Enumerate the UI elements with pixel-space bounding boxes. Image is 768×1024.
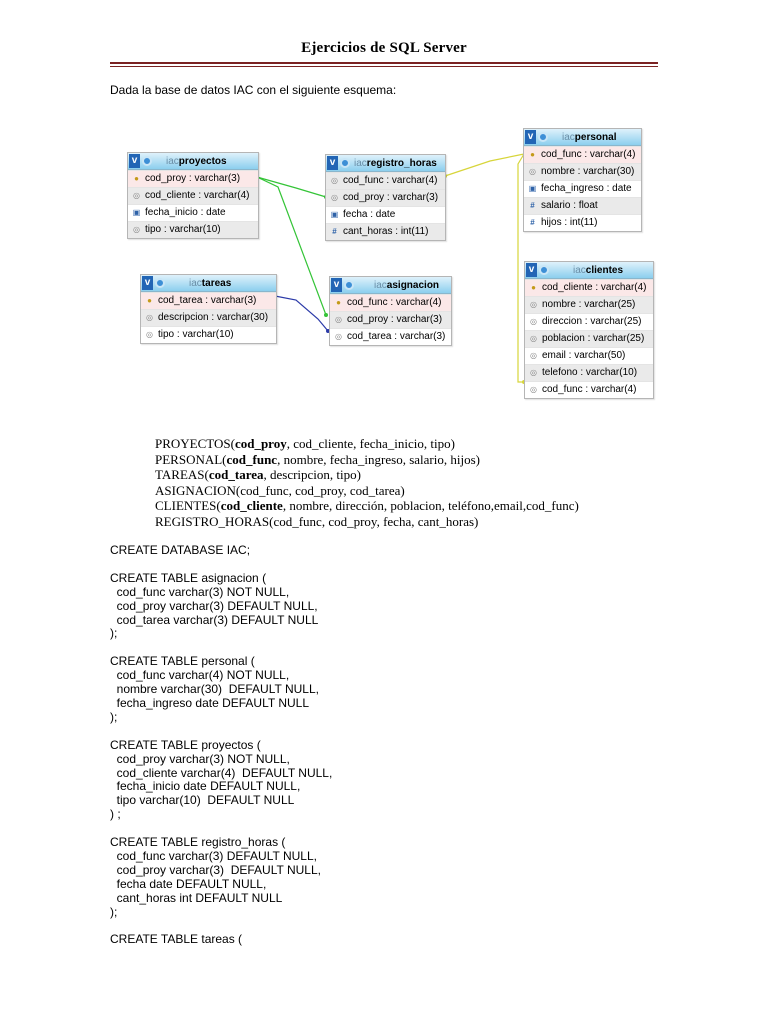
number-icon: # <box>332 227 337 236</box>
gear-icon[interactable] <box>340 158 350 168</box>
schema-label: iac <box>573 264 586 276</box>
key-icon: ● <box>134 174 139 183</box>
column-row[interactable]: ◎ email : varchar(50) <box>525 347 653 364</box>
table-clientes[interactable] <box>524 261 654 399</box>
key-icon: ● <box>531 283 536 292</box>
schema-line: CLIENTES(cod_cliente, nombre, dirección, poblacion, teléfono,email,cod_func) <box>155 498 579 513</box>
string-icon: ◎ <box>529 167 536 176</box>
table-personal[interactable] <box>523 128 642 232</box>
string-icon: ◎ <box>331 193 338 202</box>
schema-label: iac <box>354 157 367 169</box>
schema-label: iac <box>374 279 387 291</box>
table-name: clientes <box>585 264 624 276</box>
column-row[interactable]: ◎ cod_proy : varchar(3) <box>326 189 445 206</box>
string-icon: ◎ <box>530 368 537 377</box>
schema-label: iac <box>562 131 575 143</box>
gear-icon[interactable] <box>142 156 152 166</box>
column-row[interactable]: ◎ nombre : varchar(25) <box>525 296 653 313</box>
intro-text: Dada la base de datos IAC con el siguiente esquema: <box>110 83 397 97</box>
table-registro-horas[interactable] <box>325 154 446 241</box>
key-icon: ● <box>336 298 341 307</box>
gear-icon[interactable] <box>155 278 165 288</box>
page-header: Ejercicios de SQL Server <box>301 40 467 56</box>
column-row[interactable]: ◎ cod_func : varchar(4) <box>525 381 653 398</box>
calendar-icon: ▣ <box>528 184 537 193</box>
table-name: asignacion <box>386 279 440 291</box>
string-icon: ◎ <box>530 385 537 394</box>
relation-dot <box>324 313 328 317</box>
collapse-icon[interactable]: v <box>331 278 342 292</box>
collapse-icon[interactable]: v <box>129 154 140 168</box>
string-icon: ◎ <box>530 334 537 343</box>
table-header[interactable] <box>141 275 276 292</box>
table-header[interactable] <box>525 262 653 279</box>
column-row[interactable]: ◎ direccion : varchar(25) <box>525 313 653 330</box>
column-row[interactable]: ● cod_func : varchar(4) <box>524 146 641 163</box>
string-icon: ◎ <box>146 330 153 339</box>
table-header[interactable] <box>326 155 445 172</box>
table-name: tareas <box>201 277 232 289</box>
string-icon: ◎ <box>133 191 140 200</box>
header-rule-thick <box>110 62 658 64</box>
schema-line: TAREAS(cod_tarea, descripcion, tipo) <box>155 467 361 482</box>
schema-label: iac <box>189 277 202 289</box>
schema-line: PROYECTOS(cod_proy, cod_cliente, fecha_inicio, tipo) <box>155 436 455 451</box>
column-row[interactable]: # cant_horas : int(11) <box>326 223 445 240</box>
column-row[interactable]: ◎ cod_cliente : varchar(4) <box>128 187 258 204</box>
column-row[interactable]: ◎ tipo : varchar(10) <box>141 326 276 343</box>
sql-code-block: CREATE DATABASE IAC; CREATE TABLE asignacion ( cod_func varchar(3) NOT NULL, cod_proy varchar(3) DEFAULT NULL, cod_tarea varchar(3) DEFAULT NULL ); CREATE TABLE personal ( cod_func varchar(4) NOT NULL, nombre varchar(30) DEFAULT NULL, fecha_ingreso date DEFAULT NULL ); CREATE TABLE proyectos ( cod_proy varchar(3) NOT NULL, cod_cliente varchar(4) DEFAULT NULL, fecha_inicio date DEFAULT NULL, tipo varchar(10) DEFAULT NULL ) ; CREATE TABLE registro_horas ( cod_func varchar(3) DEFAULT NULL, cod_proy varchar(3) DEFAULT NULL, fecha date DEFAULT NULL, cant_horas int DEFAULT NULL ); CREATE TABLE tareas ( <box>110 543 333 947</box>
column-row[interactable]: ● cod_cliente : varchar(4) <box>525 279 653 296</box>
string-icon: ◎ <box>530 317 537 326</box>
string-icon: ◎ <box>335 332 342 341</box>
table-header[interactable] <box>330 277 451 294</box>
collapse-icon[interactable]: v <box>142 276 153 290</box>
table-header[interactable] <box>128 153 258 170</box>
number-icon: # <box>530 218 535 227</box>
column-row[interactable]: ● cod_proy : varchar(3) <box>128 170 258 187</box>
string-icon: ◎ <box>133 225 140 234</box>
calendar-icon: ▣ <box>132 208 141 217</box>
gear-icon[interactable] <box>539 265 549 275</box>
column-row[interactable]: # hijos : int(11) <box>524 214 641 231</box>
table-proyectos[interactable] <box>127 152 259 239</box>
column-row[interactable]: ▣ fecha : date <box>326 206 445 223</box>
relation-tareas-asignacion <box>275 296 328 331</box>
schema-line: REGISTRO_HORAS(cod_func, cod_proy, fecha, cant_horas) <box>155 513 479 529</box>
schema-label: iac <box>166 155 179 167</box>
schema-line: ASIGNACION(cod_func, cod_proy, cod_tarea) <box>155 482 405 498</box>
table-name: registro_horas <box>366 157 437 169</box>
table-asignacion[interactable] <box>329 276 452 346</box>
table-tareas[interactable] <box>140 274 277 344</box>
column-row[interactable]: ◎ tipo : varchar(10) <box>128 221 258 238</box>
gear-icon[interactable] <box>344 280 354 290</box>
string-icon: ◎ <box>530 300 537 309</box>
header-rule-thin <box>110 66 658 67</box>
schema-line: PERSONAL(cod_func, nombre, fecha_ingreso, salario, hijos) <box>155 451 480 467</box>
relation-proyectos-registro_horas <box>257 177 326 197</box>
key-icon: ● <box>530 150 535 159</box>
er-diagram <box>120 124 660 404</box>
column-row[interactable]: # salario : float <box>524 197 641 214</box>
string-icon: ◎ <box>335 315 342 324</box>
column-row[interactable]: ▣ fecha_inicio : date <box>128 204 258 221</box>
relation-registro_horas-personal <box>445 154 524 176</box>
column-row[interactable]: ◎ cod_proy : varchar(3) <box>330 311 451 328</box>
string-icon: ◎ <box>331 176 338 185</box>
column-row[interactable]: ● cod_tarea : varchar(3) <box>141 292 276 309</box>
table-name: proyectos <box>178 155 227 167</box>
column-row[interactable]: ◎ descripcion : varchar(30) <box>141 309 276 326</box>
column-row[interactable]: ◎ cod_tarea : varchar(3) <box>330 328 451 345</box>
relational-schemas <box>155 436 579 529</box>
calendar-icon: ▣ <box>330 210 339 219</box>
column-row[interactable]: ● cod_func : varchar(4) <box>330 294 451 311</box>
string-icon: ◎ <box>530 351 537 360</box>
table-header[interactable] <box>524 129 641 146</box>
key-icon: ● <box>147 296 152 305</box>
collapse-icon[interactable]: v <box>525 130 536 144</box>
collapse-icon[interactable]: v <box>327 156 338 170</box>
table-name: personal <box>574 131 617 143</box>
collapse-icon[interactable]: v <box>526 263 537 277</box>
string-icon: ◎ <box>146 313 153 322</box>
column-row[interactable]: ◎ telefono : varchar(10) <box>525 364 653 381</box>
column-row[interactable]: ◎ poblacion : varchar(25) <box>525 330 653 347</box>
column-row[interactable]: ◎ cod_func : varchar(4) <box>326 172 445 189</box>
column-row[interactable]: ◎ nombre : varchar(30) <box>524 163 641 180</box>
column-row[interactable]: ▣ fecha_ingreso : date <box>524 180 641 197</box>
gear-icon[interactable] <box>538 132 548 142</box>
number-icon: # <box>530 201 535 210</box>
